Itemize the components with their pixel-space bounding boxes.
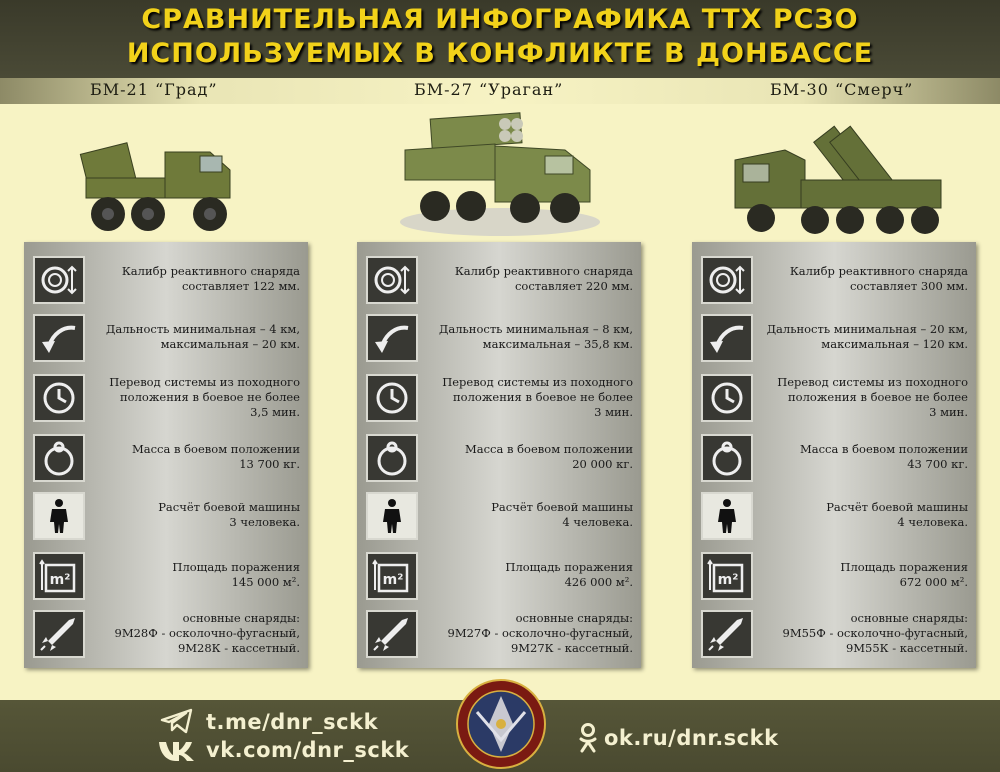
- spec-text: основные снаряды: 9М28Ф - осколочно-фугасный, 9М28К - кассетный.: [114, 610, 300, 655]
- soldier-icon: [33, 492, 85, 540]
- grad-vehicle-image: [70, 130, 245, 240]
- clock-icon: [33, 374, 85, 422]
- clock-icon: [701, 374, 753, 422]
- spec-panel-uragan: [357, 242, 641, 668]
- spec-text: Расчёт боевой машины 4 человека.: [826, 500, 968, 529]
- caliber-icon: [701, 256, 753, 304]
- caliber-icon: [33, 256, 85, 304]
- spec-text: Дальность минимальная – 8 км, максимальная – 35,8 км.: [439, 322, 633, 351]
- area-m2-icon: [701, 552, 753, 600]
- spec-text: Калибр реактивного снаряда составляет 220 мм.: [454, 264, 633, 293]
- caliber-icon: [366, 256, 418, 304]
- spec-panel-smerch: [692, 242, 976, 668]
- clock-icon: [366, 374, 418, 422]
- spec-row: [692, 368, 976, 426]
- soldier-icon: [366, 492, 418, 540]
- spec-row: [24, 250, 308, 308]
- range-arrow-icon: [33, 314, 85, 362]
- spec-text: Площадь поражения 672 000 м².: [840, 560, 968, 589]
- spec-text: Перевод системы из походного положения в боевое не более 3 мин.: [777, 374, 968, 419]
- model-name-smerch: БМ-30 “Смерч”: [770, 80, 914, 99]
- weight-icon: [701, 434, 753, 482]
- area-m2-icon: [366, 552, 418, 600]
- spec-row: [357, 428, 641, 486]
- spec-text: основные снаряды: 9М55Ф - осколочно-фугасный, 9М55К - кассетный.: [782, 610, 968, 655]
- spec-row: [357, 604, 641, 662]
- telegram-icon[interactable]: [160, 708, 194, 734]
- spec-text: Дальность минимальная – 4 км, максимальная – 20 км.: [106, 322, 300, 351]
- svg-text:m²: m²: [717, 572, 739, 588]
- odnoklassniki-icon[interactable]: [578, 722, 598, 754]
- title-banner: [0, 0, 1000, 78]
- spec-text: Дальность минимальная – 20 км, максимальная – 120 км.: [766, 322, 968, 351]
- spec-text: Масса в боевом положении 13 700 кг.: [131, 442, 300, 471]
- spec-text: Перевод системы из походного положения в боевое не более 3 мин.: [442, 374, 633, 419]
- spec-text: Масса в боевом положении 43 700 кг.: [799, 442, 968, 471]
- spec-row: [24, 604, 308, 662]
- spec-row: [357, 546, 641, 604]
- title-line-2: ИСПОЛЬЗУЕМЫХ В КОНФЛИКТЕ В ДОНБАССЕ: [126, 38, 874, 69]
- title-line-1: СРАВНИТЕЛЬНАЯ ИНФОГРАФИКА ТТХ РСЗО: [141, 4, 859, 35]
- spec-row: [357, 250, 641, 308]
- spec-row: [357, 486, 641, 544]
- spec-text: основные снаряды: 9М27Ф - осколочно-фугасный, 9М27К - кассетный.: [447, 610, 633, 655]
- spec-row: [692, 486, 976, 544]
- spec-row: [357, 308, 641, 366]
- vk-icon[interactable]: [158, 740, 196, 762]
- range-arrow-icon: [366, 314, 418, 362]
- vk-link[interactable]: vk.com/dnr_sckk: [206, 738, 410, 762]
- rocket-icon: [701, 610, 753, 658]
- model-name-uragan: БМ-27 “Ураган”: [414, 80, 564, 99]
- spec-text: Площадь поражения 145 000 м².: [172, 560, 300, 589]
- spec-row: [24, 368, 308, 426]
- spec-row: [692, 546, 976, 604]
- weight-icon: [366, 434, 418, 482]
- spec-row: [24, 428, 308, 486]
- soldier-icon: [701, 492, 753, 540]
- spec-row: [692, 428, 976, 486]
- spec-text: Масса в боевом положении 20 000 кг.: [464, 442, 633, 471]
- spec-text: Перевод системы из походного положения в боевое не более 3,5 мин.: [109, 374, 300, 419]
- spec-panel-grad: [24, 242, 308, 668]
- spec-text: Площадь поражения 426 000 м².: [505, 560, 633, 589]
- telegram-link[interactable]: t.me/dnr_sckk: [206, 710, 379, 734]
- spec-row: [692, 308, 976, 366]
- spec-row: [24, 308, 308, 366]
- organization-emblem-logo: [455, 678, 547, 770]
- uragan-vehicle-image: [395, 110, 605, 240]
- rocket-icon: [366, 610, 418, 658]
- ok-link[interactable]: ok.ru/dnr.sckk: [604, 726, 779, 750]
- rocket-icon: [33, 610, 85, 658]
- spec-text: Расчёт боевой машины 4 человека.: [491, 500, 633, 529]
- spec-row: [692, 250, 976, 308]
- spec-text: Калибр реактивного снаряда составляет 300 мм.: [789, 264, 968, 293]
- svg-text:m²: m²: [49, 572, 71, 588]
- svg-text:m²: m²: [382, 572, 404, 588]
- weight-icon: [33, 434, 85, 482]
- range-arrow-icon: [701, 314, 753, 362]
- spec-row: [24, 486, 308, 544]
- smerch-vehicle-image: [725, 120, 955, 240]
- spec-text: Калибр реактивного снаряда составляет 122 мм.: [121, 264, 300, 293]
- area-m2-icon: [33, 552, 85, 600]
- spec-row: [357, 368, 641, 426]
- spec-row: [24, 546, 308, 604]
- spec-row: [692, 604, 976, 662]
- model-name-grad: БМ-21 “Град”: [90, 80, 218, 99]
- spec-text: Расчёт боевой машины 3 человека.: [158, 500, 300, 529]
